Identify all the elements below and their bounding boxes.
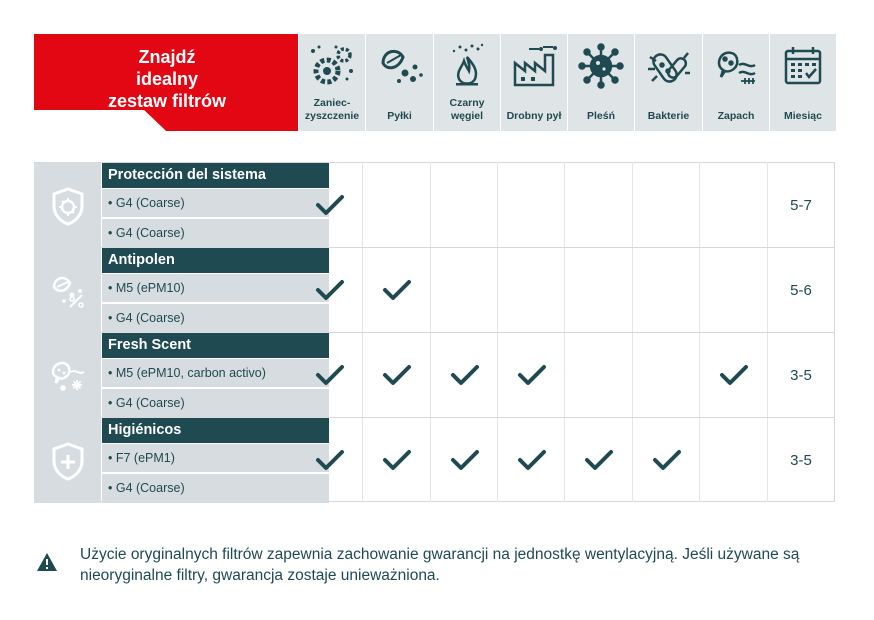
checkmark-icon (517, 363, 547, 387)
factory-icon (501, 42, 567, 90)
filter-row: • M5 (ePM10, carbon activo) (102, 359, 329, 387)
section-icon-cell (34, 418, 101, 503)
section-antipolen (34, 248, 835, 333)
bacteria-icon (635, 42, 702, 90)
column-header-drobny-pyl (501, 34, 567, 131)
checkmark-icon (382, 448, 412, 472)
checkmark-icon (719, 363, 749, 387)
filter-row: • F7 (ePM1) (102, 444, 329, 472)
row-divider (102, 217, 329, 218)
column-label: Bakterie (647, 110, 690, 122)
gear-dust-icon (299, 42, 365, 90)
column-label: węgiel (450, 110, 484, 122)
month-value: 3-5 (790, 367, 812, 384)
filter-row: • G4 (Coarse) (102, 189, 329, 217)
warranty-note-text: Użycie oryginalnych filtrów zapewnia zachowanie gwarancji na jednostkę wentylacyjną. Jeśli używane są nieoryginalne filtry, gwarancja zostaje unieważniona. (80, 546, 800, 584)
section-title: Protección del sistema (102, 163, 329, 188)
row-divider (102, 302, 329, 303)
section-icon-cell (34, 248, 101, 333)
column-label: Czarny (449, 97, 485, 109)
column-label: Pleśń (586, 110, 615, 122)
section-proteccion (34, 163, 835, 248)
filter-row: • G4 (Coarse) (102, 474, 329, 503)
section-icon-cell (34, 333, 101, 418)
banner-title (92, 46, 242, 112)
checkmark-icon (315, 193, 345, 217)
column-label: Drobny pył (506, 110, 562, 122)
section-fresh-scent (34, 333, 835, 418)
column-header-czarny-wegiel (434, 34, 500, 131)
pollen-percent-icon (50, 273, 86, 309)
column-header-miesiac (770, 34, 836, 131)
checkmark-icon (382, 363, 412, 387)
fresh-scent-icon (49, 358, 87, 394)
checkmark-icon (652, 448, 682, 472)
filter-row: • G4 (Coarse) (102, 219, 329, 248)
checkmark-icon (382, 278, 412, 302)
banner-line: Znajdź (138, 47, 196, 67)
column-label: zyszczenie (304, 110, 360, 122)
column-label: Zaniec- (313, 97, 351, 109)
filter-row: • G4 (Coarse) (102, 304, 329, 333)
column-header-bakterie (635, 34, 702, 131)
section-title: Fresh Scent (102, 333, 329, 358)
column-header-plesn (568, 34, 634, 131)
header-banner (34, 34, 298, 131)
shield-plus-icon (50, 441, 86, 481)
month-value: 5-6 (790, 282, 812, 299)
section-icon-cell (34, 163, 101, 248)
column-header-zanieczyszczenie (299, 34, 365, 131)
column-header-pylki (366, 34, 433, 131)
warning-icon (36, 552, 58, 572)
checkmark-icon (517, 448, 547, 472)
carbon-flame-icon (434, 42, 500, 90)
section-higienicos (34, 418, 835, 503)
calendar-icon (770, 42, 836, 90)
filter-row: • M5 (ePM10) (102, 274, 329, 302)
column-header-zapach (703, 34, 769, 131)
checkmark-icon (315, 278, 345, 302)
shield-virus-icon (50, 186, 86, 226)
checkmark-icon (584, 448, 614, 472)
mold-icon (568, 42, 634, 90)
column-label: Miesiąc (784, 110, 822, 122)
banner-line: zestaw filtrów (107, 91, 227, 111)
checkmark-icon (315, 363, 345, 387)
banner-line: idealny (135, 69, 199, 89)
checkmark-icon (450, 448, 480, 472)
section-title: Higiénicos (102, 418, 329, 443)
odor-icon (703, 42, 769, 90)
month-value: 5-7 (790, 197, 812, 214)
pollen-icon (366, 42, 433, 90)
row-divider (102, 387, 329, 388)
checkmark-icon (450, 363, 480, 387)
column-label: Pyłki (387, 110, 412, 122)
month-value: 3-5 (790, 452, 812, 469)
checkmark-icon (315, 448, 345, 472)
column-label: Zapach (717, 110, 755, 122)
section-title: Antipolen (102, 248, 329, 273)
filter-row: • G4 (Coarse) (102, 389, 329, 418)
row-divider (102, 472, 329, 473)
